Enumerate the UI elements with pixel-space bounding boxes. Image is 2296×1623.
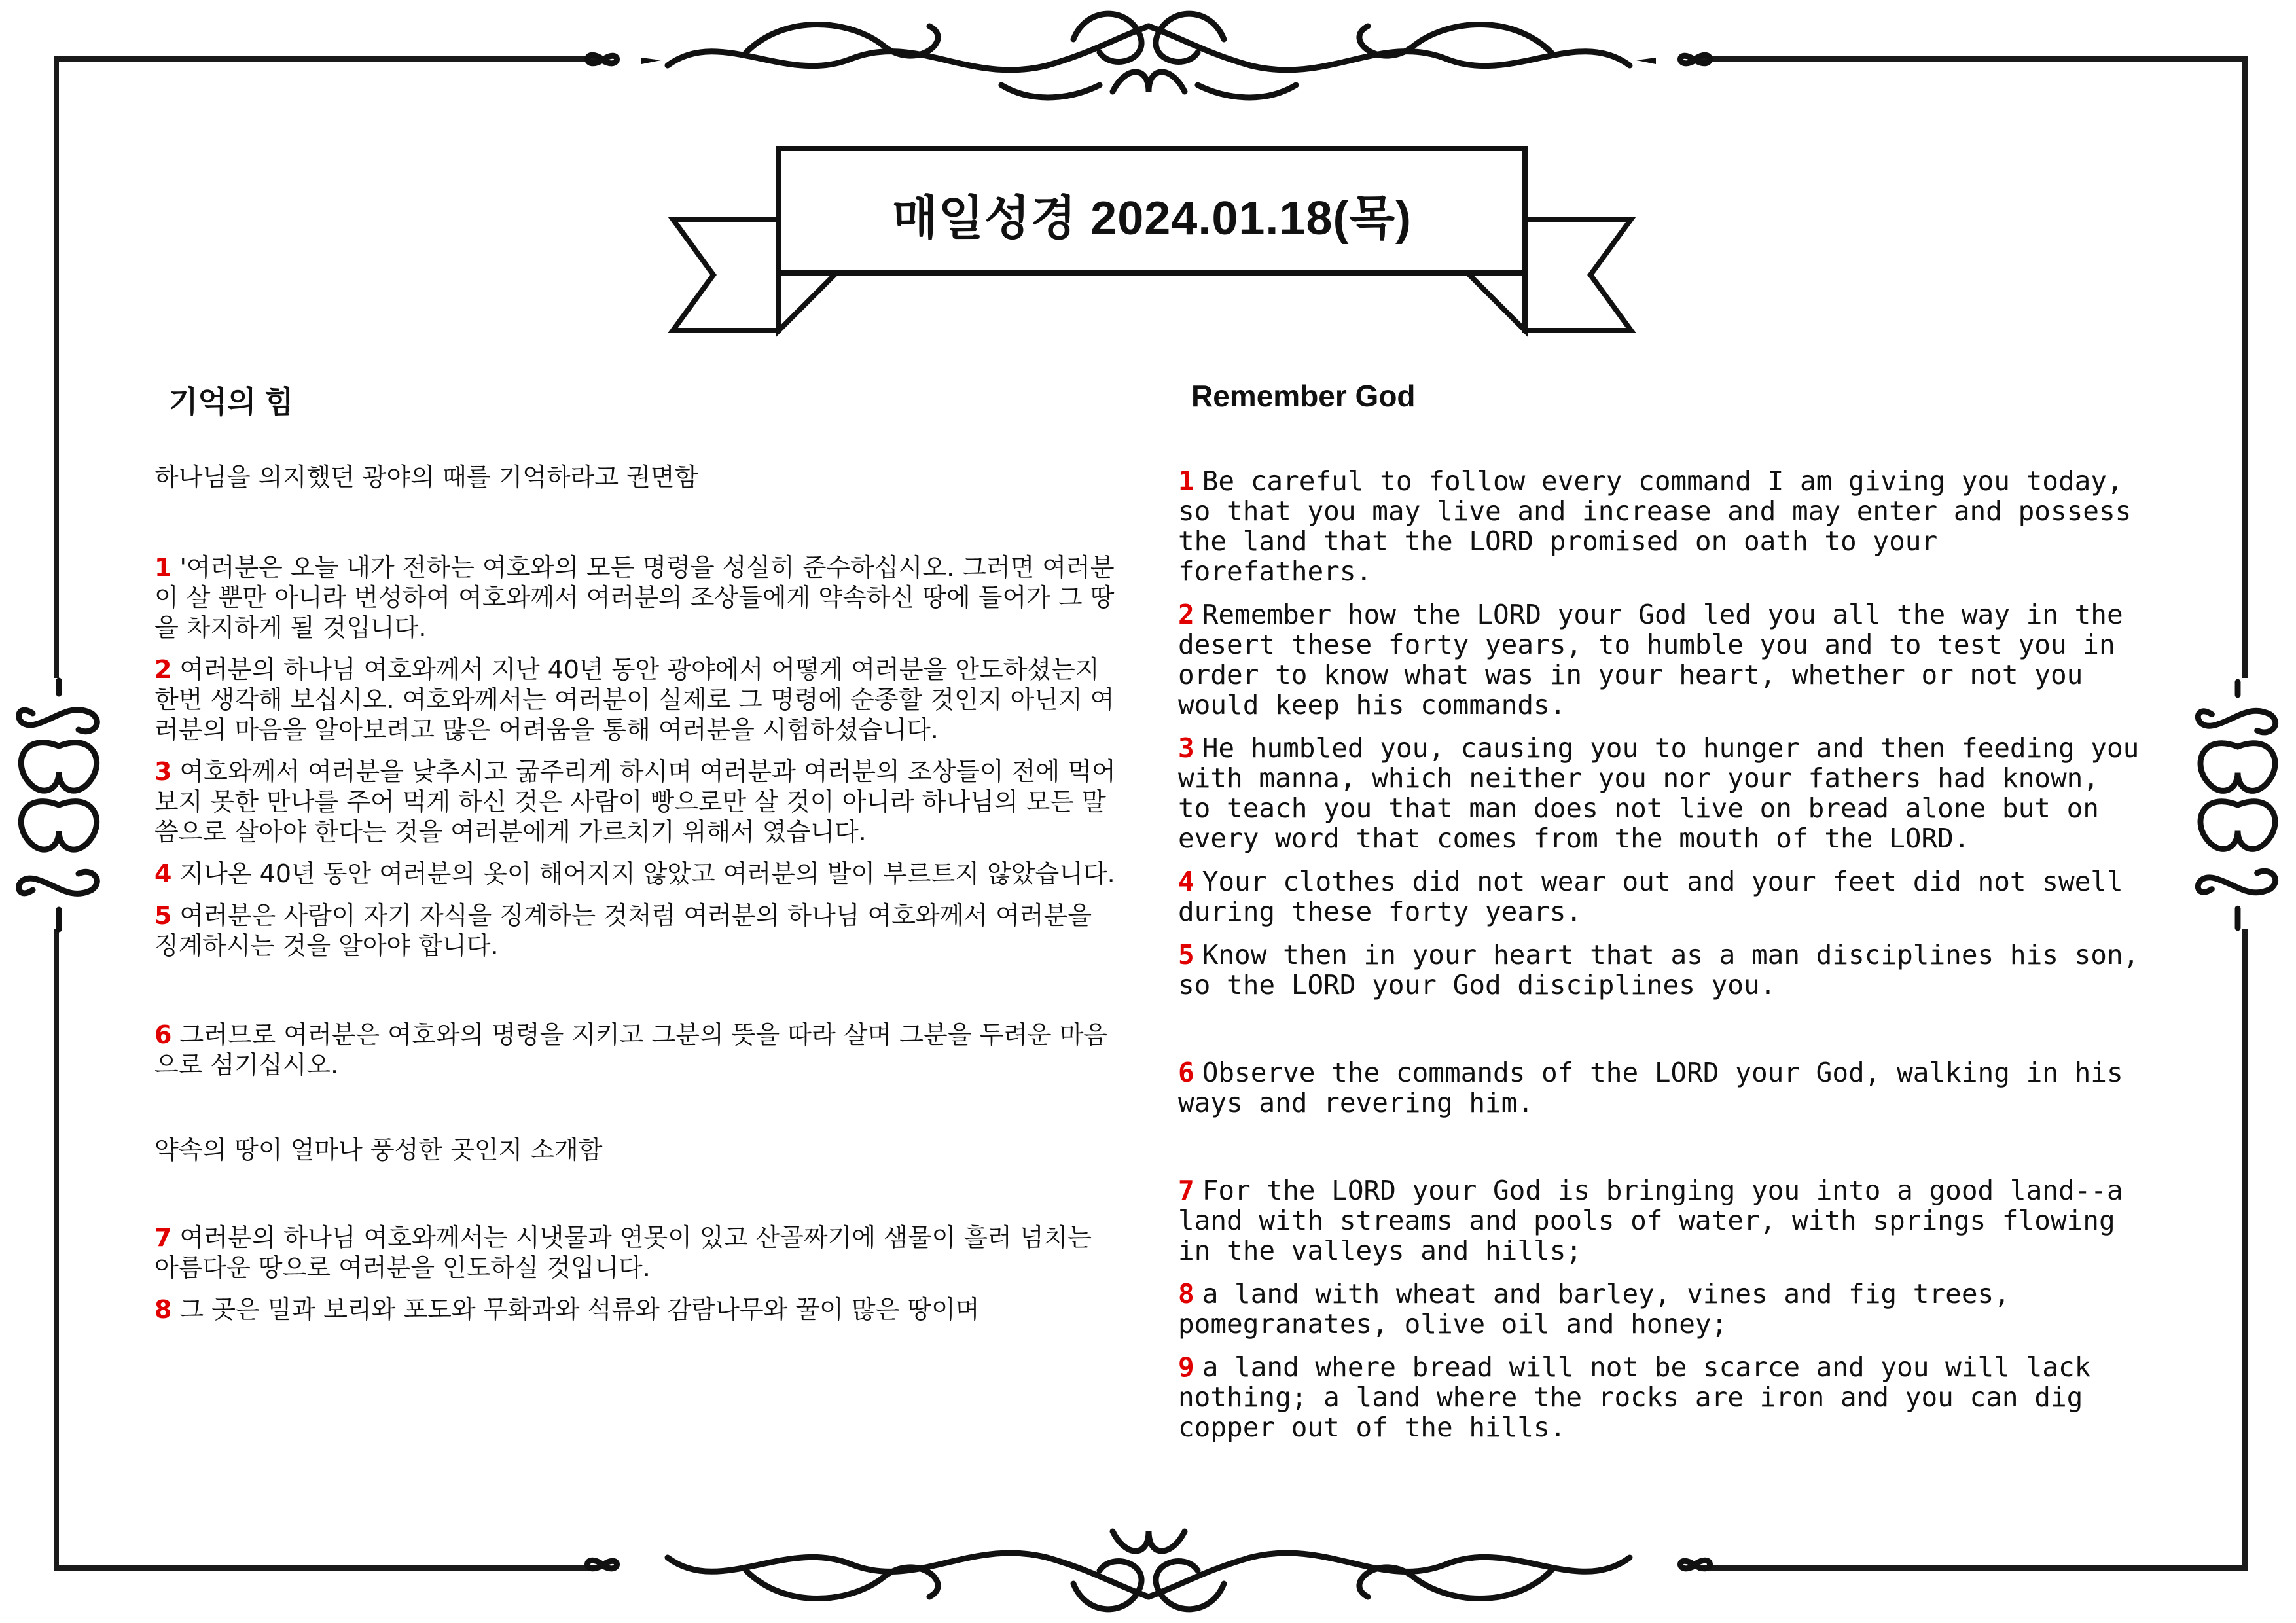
korean-verse <box>154 859 1123 889</box>
verse-number: 8 <box>1178 1278 1194 1310</box>
left-side-ornament <box>0 674 118 936</box>
english-section-title: Remember God <box>1191 379 1416 413</box>
verse-number: 4 <box>1178 866 1194 897</box>
verse-text: 여호와께서 여러분을 낮추시고 굶주리게 하시며 여러분과 여러분의 조상들이 전에 먹어 보지 못한 만나를 주어 먹게 하신 것은 사람이 빵으로만 살 것이 아니라 하나님의 모든 말씀으로 살아야 한다는 것을 여러분에게 가르치기 위해서 였습니다. <box>154 757 1116 846</box>
frame-top-left-line <box>54 56 598 62</box>
english-verse <box>1178 599 2147 720</box>
korean-subheading: 하나님을 의지했던 광야의 때를 기억하라고 권면함 <box>154 463 699 491</box>
verse-text: He humbled you, causing you to hunger and then feeding you with manna, which neither you nor your fathers had known, to teach you that man does not live on bread alone but on every word that comes from the mouth of the LORD. <box>1178 732 2140 854</box>
verse-number: 1 <box>154 553 172 582</box>
verse-number: 5 <box>154 901 172 930</box>
frame-left-upper-line <box>54 56 59 678</box>
verse-number: 8 <box>154 1295 172 1324</box>
frame-right-lower-line <box>2242 929 2248 1571</box>
verse-text: 여러분은 사람이 자기 자식을 징계하는 것처럼 여러분의 하나님 여호와께서 여러분을 징계하시는 것을 알아야 합니다. <box>154 901 1092 960</box>
english-verse <box>1178 940 2147 1000</box>
english-verse <box>1178 1279 2147 1339</box>
verse-text: Remember how the LORD your God led you all the way in the desert these forty years, to humble you and to test you in order to know what was in your heart, whether or not you would keep his commands. <box>1178 599 2123 721</box>
frame-right-upper-line <box>2242 56 2248 678</box>
verse-number: 2 <box>1178 599 1194 630</box>
verse-text: 여러분의 하나님 여호와께서 지난 40년 동안 광야에서 어떻게 여러분을 안도하셨는지 한번 생각해 보십시오. 여호와께서는 여러분이 실제로 그 명령에 순종할 것인지 아닌지 여러분의 마음을 알아보려고 많은 어려움을 통해 여러분을 시험하셨습니다. <box>154 655 1115 744</box>
verse-text: Be careful to follow every command I am giving you today, so that you may live and increase and may enter and possess the land that the LORD promised on oath to your forefathers. <box>1178 465 2132 587</box>
korean-verse <box>154 1020 1123 1080</box>
english-verse <box>1178 466 2147 586</box>
verse-number: 3 <box>1178 732 1194 764</box>
verse-number: 5 <box>1178 939 1194 971</box>
frame-bottom-left-line <box>54 1565 598 1571</box>
verse-text: For the LORD your God is bringing you into a good land--a land with streams and pools of water, with springs flowing in the valleys and hills; <box>1178 1175 2123 1266</box>
frame-top-right-line <box>1698 56 2248 62</box>
top-flourish-ornament <box>576 0 1721 124</box>
verse-text: Observe the commands of the LORD your God, walking in his ways and revering him. <box>1178 1057 2123 1118</box>
right-side-ornament <box>2179 674 2296 936</box>
korean-verse <box>154 1294 1123 1325</box>
verse-number: 1 <box>1178 465 1194 497</box>
english-verse <box>1178 1352 2147 1442</box>
verse-text: 여러분의 하나님 여호와께서는 시냇물과 연못이 있고 산골짜기에 샘물이 흘러 넘치는 아름다운 땅으로 여러분을 인도하실 것입니다. <box>154 1223 1092 1282</box>
english-verse <box>1178 1058 2147 1118</box>
korean-verse <box>154 552 1123 643</box>
page-title: 매일성경 2024.01.18(목) <box>891 192 1412 245</box>
english-verse <box>1178 1175 2147 1266</box>
korean-verse <box>154 901 1123 961</box>
verse-number: 4 <box>154 859 172 888</box>
verse-number: 3 <box>154 757 172 786</box>
bottom-flourish-ornament <box>576 1499 1721 1623</box>
verse-text: Know then in your heart that as a man disciplines his son, so the LORD your God disciplines you. <box>1178 939 2140 1001</box>
frame-left-lower-line <box>54 929 59 1571</box>
verse-number: 2 <box>154 655 172 684</box>
korean-verse <box>154 654 1123 745</box>
frame-bottom-right-line <box>1698 1565 2248 1571</box>
verse-text: '여러분은 오늘 내가 전하는 여호와의 모든 명령을 성실히 준수하십시오. 그러면 여러분이 살 뿐만 아니라 번성하여 여호와께서 여러분의 조상들에게 약속하신 땅에 들어가 그 땅을 차지하게 될 것입니다. <box>154 553 1115 642</box>
korean-section-title: 기억의 힘 <box>169 385 294 419</box>
verse-text: a land with wheat and barley, vines and fig trees, pomegranates, olive oil and honey; <box>1178 1278 2010 1340</box>
verse-text: 지나온 40년 동안 여러분의 옷이 해어지지 않았고 여러분의 발이 부르트지 않았습니다. <box>179 859 1115 888</box>
verse-text: 그러므로 여러분은 여호와의 명령을 지키고 그분의 뜻을 따라 살며 그분을 두려운 마음으로 섬기십시오. <box>154 1020 1108 1079</box>
korean-subheading: 약속의 땅이 얼마나 풍성한 곳인지 소개함 <box>154 1135 603 1164</box>
verse-number: 7 <box>1178 1175 1194 1206</box>
korean-verse <box>154 757 1123 847</box>
korean-column <box>154 462 1123 1325</box>
verse-number: 7 <box>154 1223 172 1252</box>
verse-text: 그 곳은 밀과 보리와 포도와 무화과와 석류와 감람나무와 꿀이 많은 땅이며 <box>179 1295 980 1324</box>
english-verse <box>1178 733 2147 853</box>
verse-text: Your clothes did not wear out and your feet did not swell during these forty years. <box>1178 866 2123 927</box>
korean-verse <box>154 1222 1123 1283</box>
verse-text: a land where bread will not be scarce and you will lack nothing; a land where the rocks are iron and you can dig copper out of the hills. <box>1178 1351 2091 1443</box>
verse-number: 6 <box>1178 1057 1194 1088</box>
english-verse <box>1178 866 2147 927</box>
verse-number: 6 <box>154 1020 172 1049</box>
verse-number: 9 <box>1178 1351 1194 1383</box>
english-column <box>1178 466 2147 1442</box>
